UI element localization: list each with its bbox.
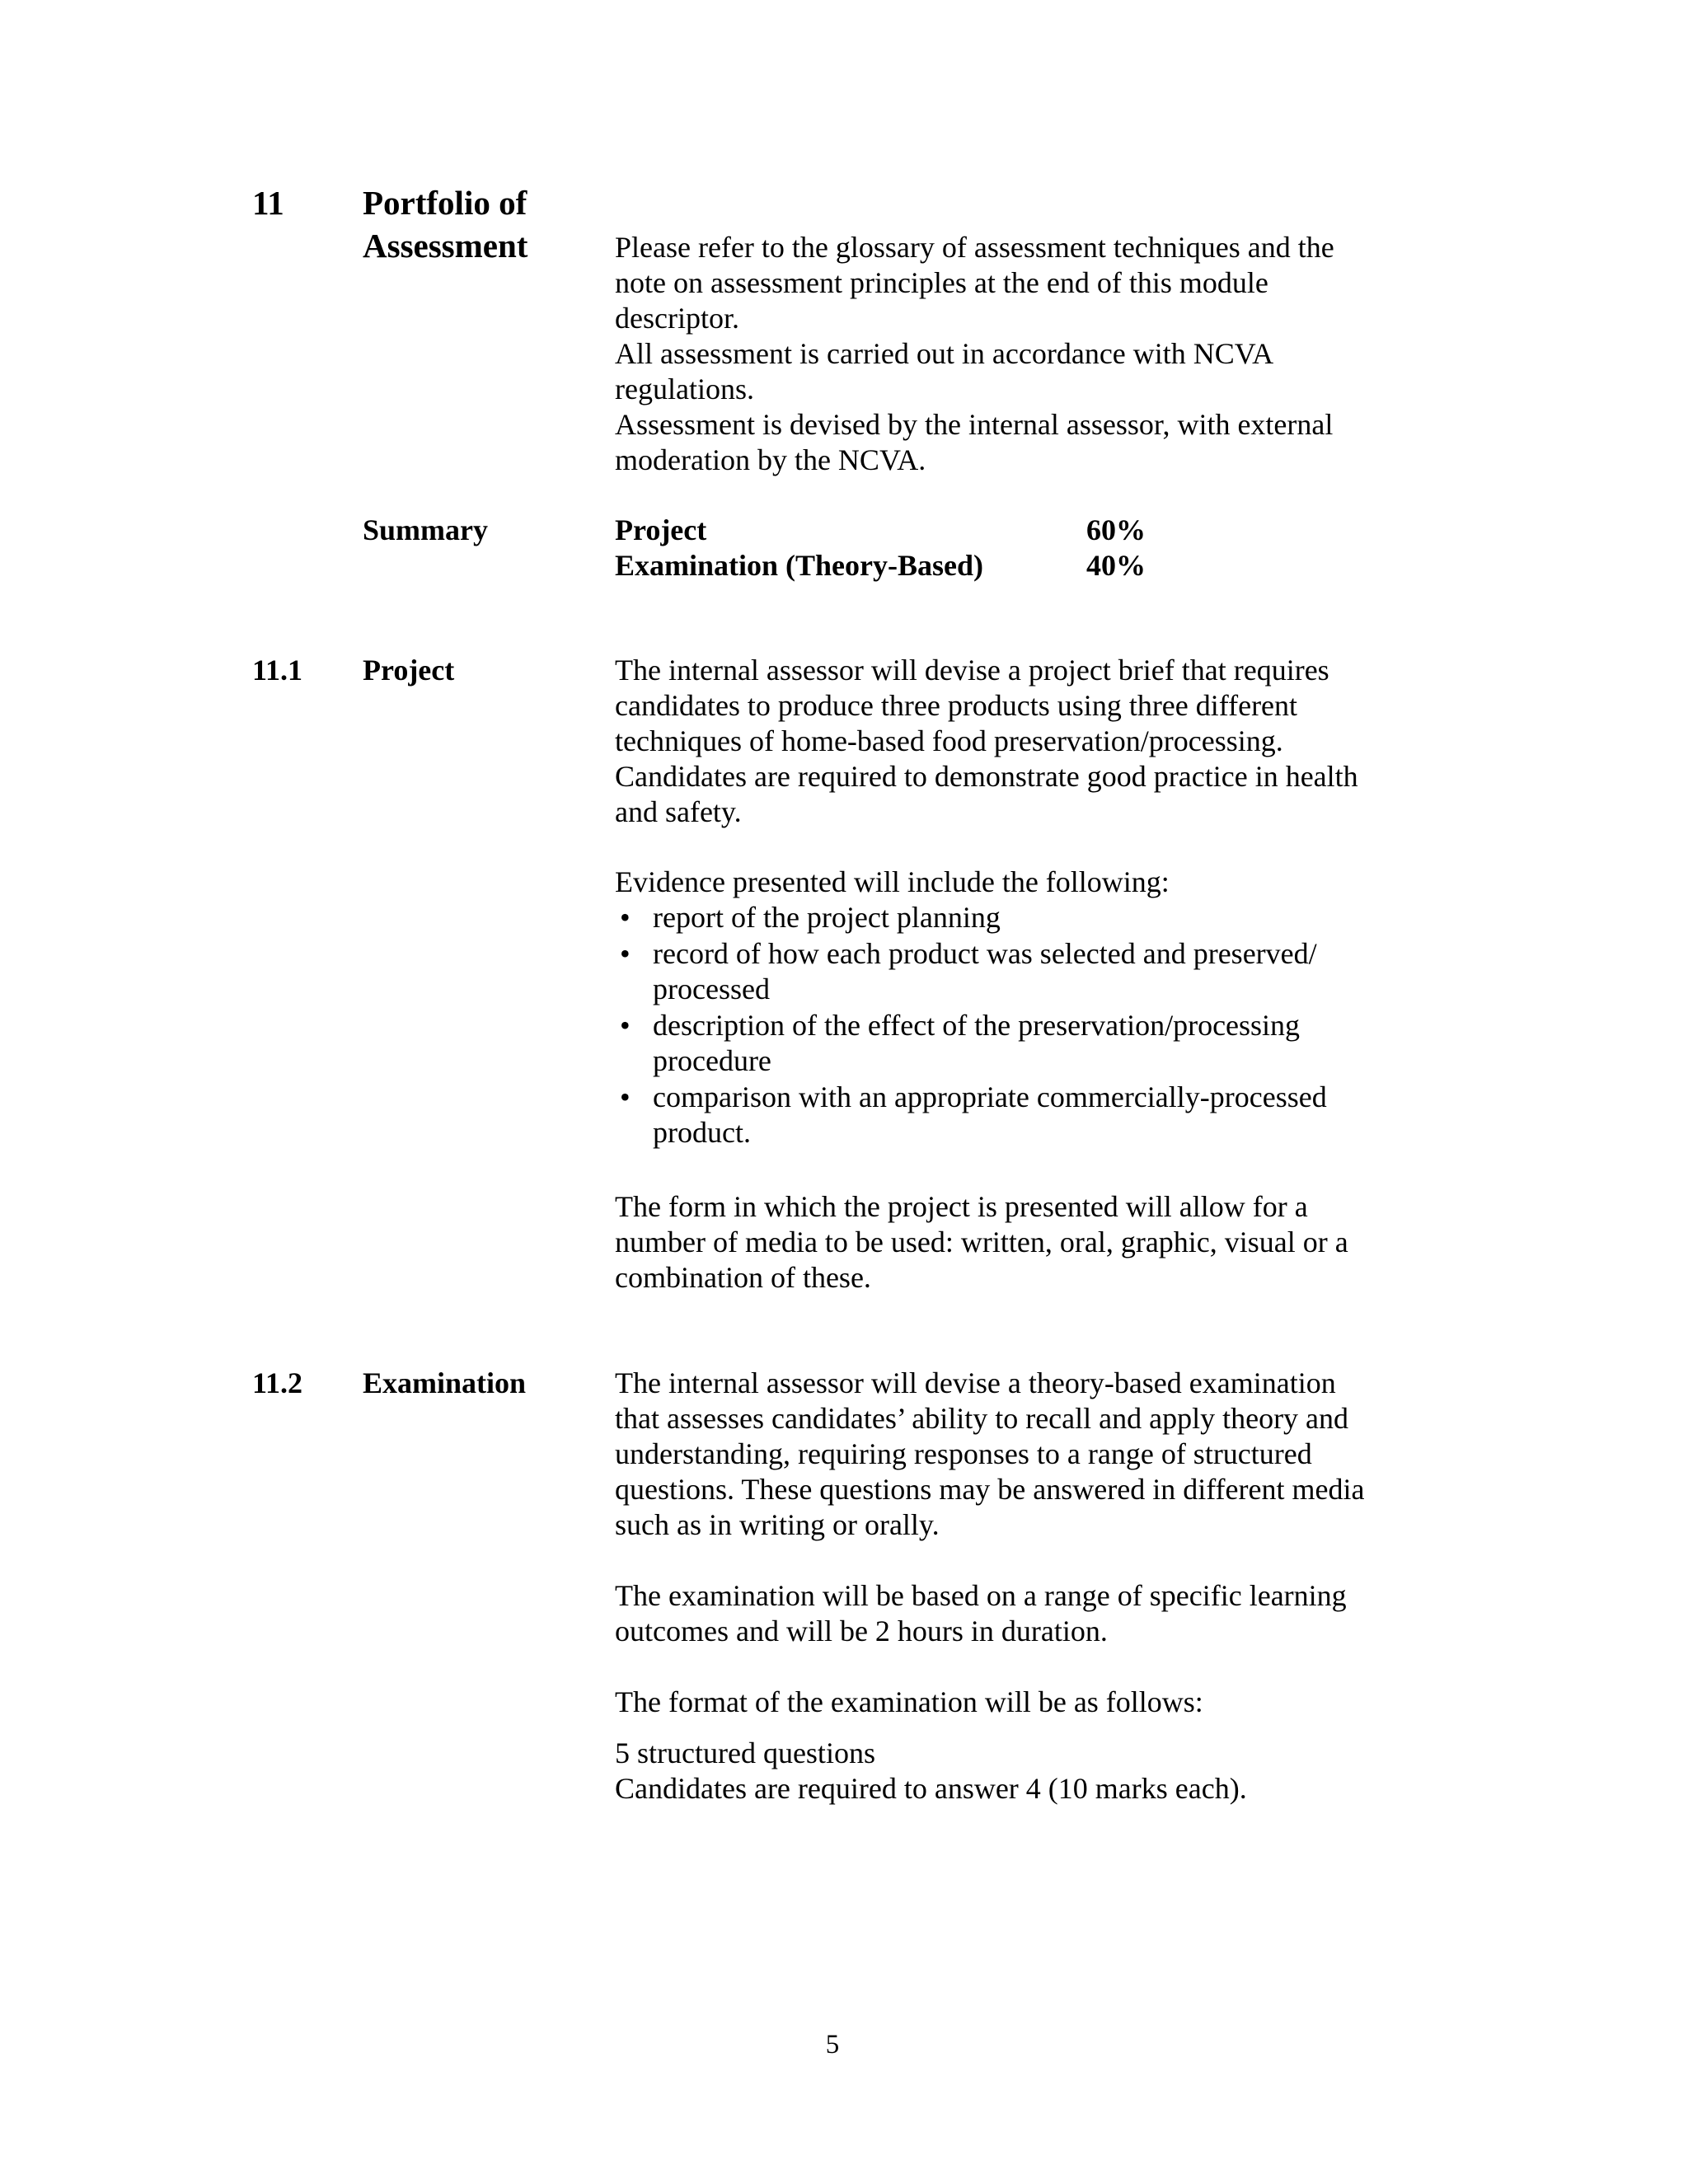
section-11-1-paragraph-3 <box>615 1189 1348 1296</box>
paragraph-line: understanding, requiring responses to a range of structured <box>615 1437 1312 1470</box>
section-11-number: 11 <box>252 184 284 222</box>
summary-label: Summary <box>363 513 488 546</box>
intro-line: note on assessment principles at the end of this module <box>615 266 1268 299</box>
section-11-1-paragraph-1 <box>615 653 1358 830</box>
paragraph-line: The form in which the project is presented will allow for a <box>615 1190 1308 1223</box>
format-line: Candidates are required to answer 4 (10 marks each). <box>615 1772 1247 1805</box>
section-11-title <box>363 181 528 267</box>
paragraph-line: combination of these. <box>615 1261 871 1294</box>
section-11-title-line-1: Portfolio of <box>363 184 528 222</box>
section-11-1-title: Project <box>363 654 455 687</box>
summary-item: Project <box>615 513 707 546</box>
page-number: 5 <box>825 2030 840 2060</box>
section-11-1-number: 11.1 <box>252 654 303 687</box>
section-11-2-paragraph-1 <box>615 1366 1364 1543</box>
format-intro: The format of the examination will be as follows: <box>615 1685 1203 1718</box>
paragraph-line: The internal assessor will devise a project brief that requires <box>615 654 1329 687</box>
evidence-list <box>615 900 1327 1151</box>
section-11-title-line-2: Assessment <box>363 227 528 265</box>
format-line: 5 structured questions <box>615 1736 875 1769</box>
list-item: • description of the effect of the preservation/processing procedure <box>620 1009 1301 1077</box>
paragraph-line: and safety. <box>615 795 742 828</box>
intro-line: regulations. <box>615 373 754 405</box>
intro-line: Assessment is devised by the internal assessor, with external <box>615 408 1334 441</box>
paragraph-line: questions. These questions may be answered in different media <box>615 1473 1365 1506</box>
paragraph-line: outcomes and will be 2 hours in duration. <box>615 1615 1108 1647</box>
intro-line: All assessment is carried out in accordance with NCVA <box>615 337 1274 370</box>
paragraph-line: such as in writing or orally. <box>615 1508 940 1541</box>
format-details <box>615 1736 1247 1807</box>
list-item: • record of how each product was selected and preserved/ processed <box>620 937 1317 1005</box>
bullet-icon: • <box>620 937 631 970</box>
evidence-intro: Evidence presented will include the following: <box>615 865 1170 898</box>
paragraph-line: candidates to produce three products using three different <box>615 689 1298 722</box>
intro-line: Please refer to the glossary of assessment techniques and the <box>615 231 1334 264</box>
summary-weight: 40% <box>1086 549 1146 582</box>
summary-table <box>615 513 1192 583</box>
summary-item: Examination (Theory-Based) <box>615 549 984 582</box>
section-11-2-paragraph-2 <box>615 1578 1347 1649</box>
summary-row-examination <box>615 548 1192 583</box>
summary-weight: 60% <box>1086 513 1146 546</box>
paragraph-line: number of media to be used: written, oral, graphic, visual or a <box>615 1226 1348 1258</box>
bullet-icon: • <box>620 1080 631 1113</box>
list-item: • comparison with an appropriate commercially-processed product. <box>620 1080 1327 1149</box>
paragraph-line: Candidates are required to demonstrate good practice in health <box>615 760 1358 793</box>
section-11-intro <box>615 230 1334 478</box>
section-11-2-number: 11.2 <box>252 1366 303 1399</box>
section-11-2-title: Examination <box>363 1366 527 1399</box>
paragraph-line: The examination will be based on a range of specific learning <box>615 1579 1347 1612</box>
list-item: • report of the project planning <box>620 901 1001 934</box>
bullet-icon: • <box>620 901 631 934</box>
intro-line: descriptor. <box>615 302 739 335</box>
intro-line: moderation by the NCVA. <box>615 443 926 476</box>
summary-row-project <box>615 513 1192 548</box>
paragraph-line: that assesses candidates’ ability to recall and apply theory and <box>615 1402 1349 1435</box>
bullet-icon: • <box>620 1009 631 1042</box>
paragraph-line: techniques of home-based food preservation/processing. <box>615 724 1283 757</box>
paragraph-line: The internal assessor will devise a theory-based examination <box>615 1366 1336 1399</box>
